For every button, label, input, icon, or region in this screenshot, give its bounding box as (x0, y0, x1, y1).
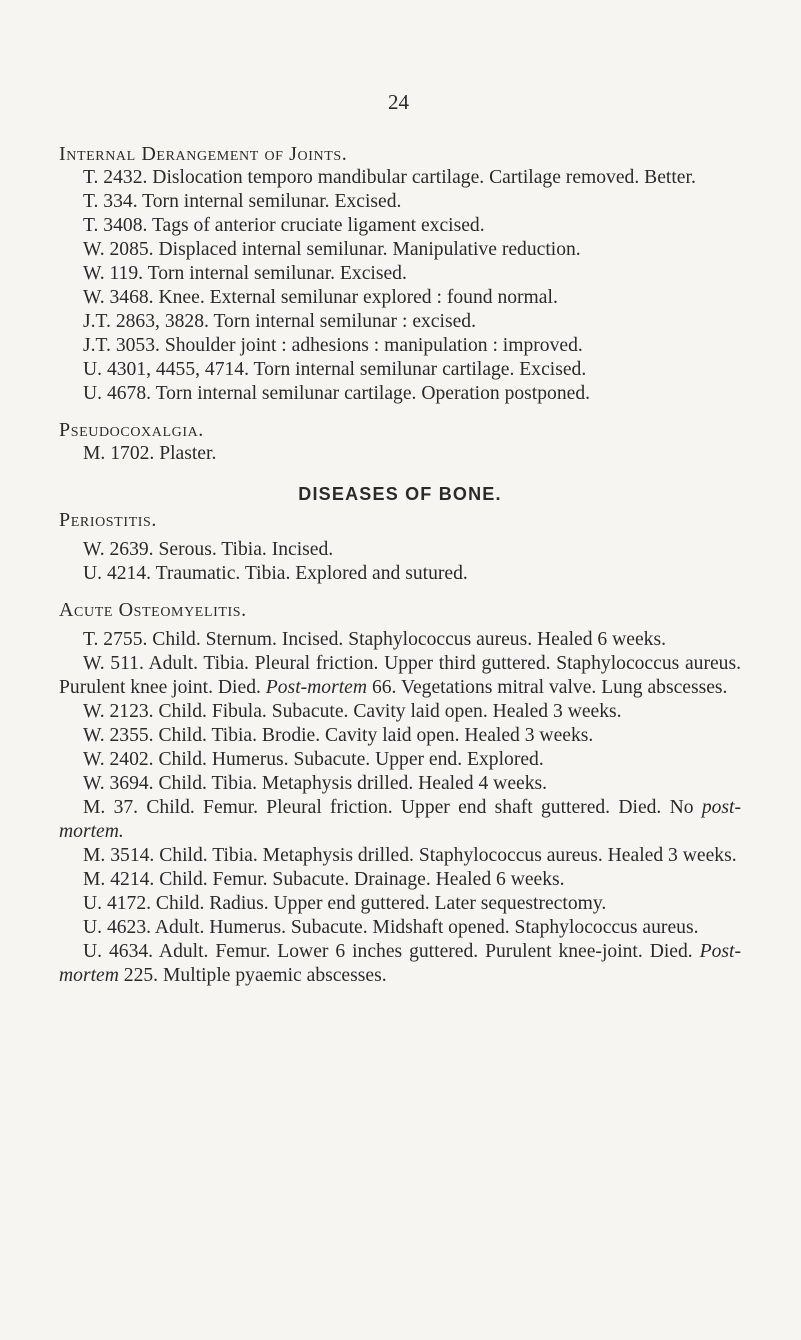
case-entry-text: 225. Multiple pyaemic abscesses. (123, 965, 387, 986)
case-entry: T. 2755. Child. Sternum. Incised. Staphylococcus aureus. Healed 6 weeks. (83, 629, 666, 650)
case-entry-text: W. 511. Adult. Tibia. Pleural friction. Upper third guttered. Staphylococcus aureus. Purulent knee joint. Died. (59, 653, 741, 698)
case-entry: U. 4678. Torn internal semilunar cartilage. Operation postponed. (83, 383, 591, 404)
case-entry: J.T. 2863, 3828. Torn internal semilunar : excised. (83, 311, 476, 332)
section-heading-periostitis: Periostitis. (59, 509, 157, 531)
case-entry: U. 4172. Child. Radius. Upper end guttered. Later sequestrectomy. (83, 893, 607, 914)
case-entry: T. 2432. Dislocation temporo mandibular cartilage. Cartilage removed. Better. (83, 167, 696, 188)
case-entry: T. 3408. Tags of anterior cruciate ligament excised. (83, 215, 485, 236)
case-entry: W. 2402. Child. Humerus. Subacute. Upper end. Explored. (83, 749, 544, 770)
post-mortem-label: Post-mortem (265, 677, 368, 698)
case-entry-text: M. 37. Child. Femur. Pleural friction. Upper end shaft guttered. Died. No (83, 797, 694, 818)
page-content (59, 142, 741, 988)
post-mortem-label: Post-mortem (59, 941, 741, 986)
section-heading-acute-osteomyelitis: Acute Osteomyelitis. (59, 599, 247, 621)
case-entry: W. 2085. Displaced internal semilunar. Manipulative reduction. (83, 239, 581, 260)
case-entry-text: 66. Vegetations mitral valve. Lung abscesses. (371, 677, 728, 698)
case-entry: W. 3468. Knee. External semilunar explored : found normal. (83, 287, 558, 308)
case-entry: J.T. 3053. Shoulder joint : adhesions : manipulation : improved. (83, 335, 583, 356)
case-entry: T. 334. Torn internal semilunar. Excised. (83, 191, 402, 212)
case-entry: W. 2355. Child. Tibia. Brodie. Cavity laid open. Healed 3 weeks. (83, 725, 594, 746)
case-entry-text: U. 4634. Adult. Femur. Lower 6 inches guttered. Purulent knee-joint. Died. (83, 941, 693, 962)
case-entry (59, 940, 741, 988)
case-entry: M. 4214. Child. Femur. Subacute. Drainage. Healed 6 weeks. (83, 869, 565, 890)
case-entry: W. 3694. Child. Tibia. Metaphysis drilled. Healed 4 weeks. (83, 773, 548, 794)
case-entry: W. 2123. Child. Fibula. Subacute. Cavity laid open. Healed 3 weeks. (83, 701, 622, 722)
section-heading-internal-derangement: Internal Derangement of Joints. (59, 143, 348, 165)
case-entry: M. 1702. Plaster. (83, 443, 217, 464)
section-heading-pseudocoxalgia: Pseudocoxalgia. (59, 419, 204, 441)
case-entry: W. 2639. Serous. Tibia. Incised. (83, 539, 334, 560)
case-entry: M. 3514. Child. Tibia. Metaphysis drilled. Staphylococcus aureus. Healed 3 weeks. (83, 845, 737, 866)
case-entry (59, 652, 741, 700)
page-number: 24 (388, 90, 409, 114)
case-entry: U. 4214. Traumatic. Tibia. Explored and sutured. (83, 563, 468, 584)
case-entry: U. 4301, 4455, 4714. Torn internal semilunar cartilage. Excised. (83, 359, 587, 380)
major-heading-diseases-of-bone: DISEASES OF BONE. (298, 484, 502, 504)
case-entry: U. 4623. Adult. Humerus. Subacute. Midshaft opened. Staphylococcus aureus. (83, 917, 699, 938)
case-entry (59, 796, 741, 844)
post-mortem-label: post-mortem. (59, 797, 741, 842)
case-entry: W. 119. Torn internal semilunar. Excised. (83, 263, 407, 284)
